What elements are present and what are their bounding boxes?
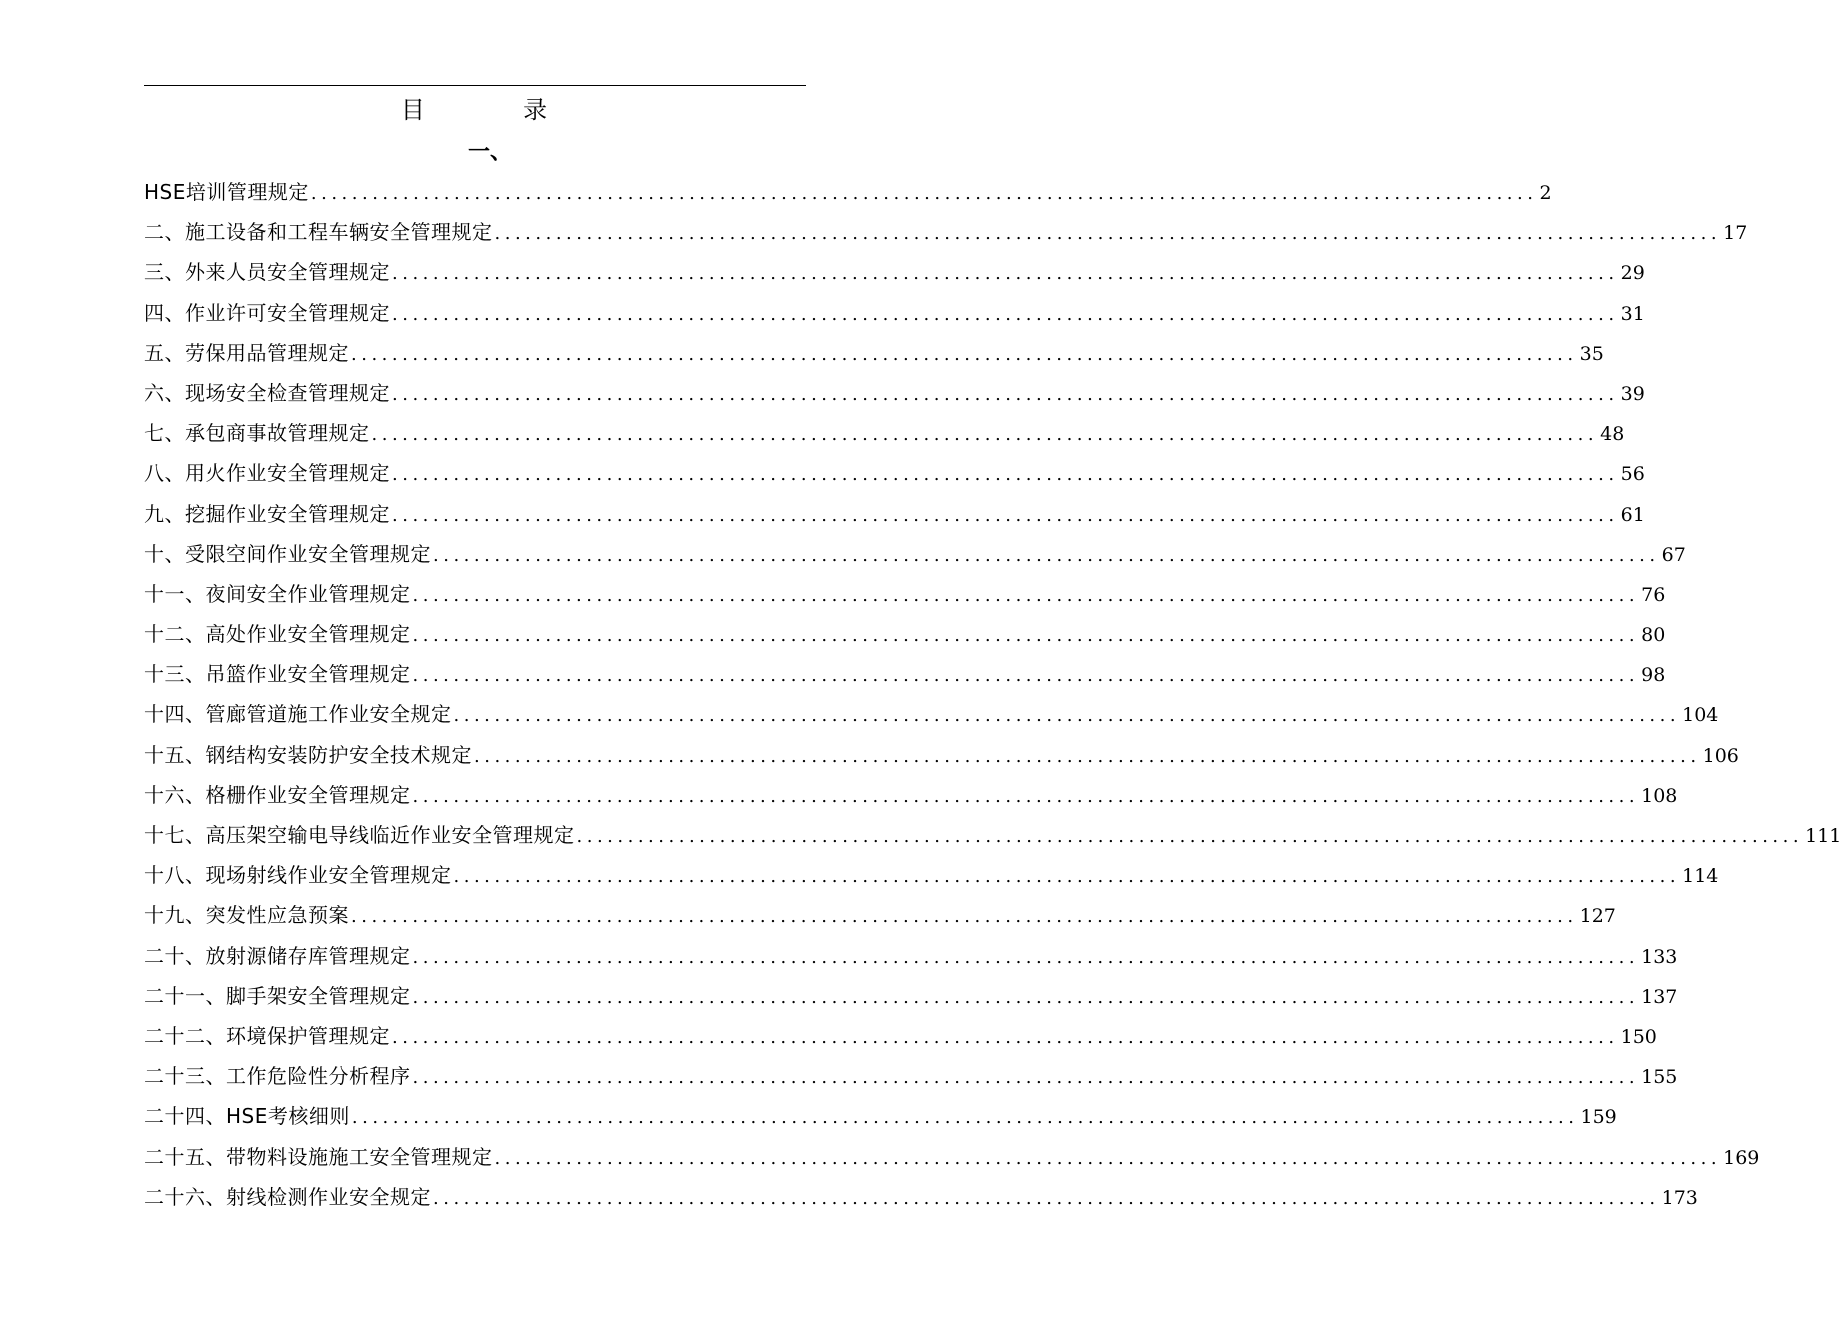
- toc-entry-label: 六、现场安全检查管理规定: [144, 380, 390, 405]
- toc-leader-dots: ........................................................................................................................: [412, 785, 1640, 807]
- toc-entry[interactable]: [144, 413, 1625, 453]
- toc-entry[interactable]: [144, 1177, 1698, 1217]
- toc-entry-label: 十、受限空间作业安全管理规定: [144, 541, 431, 566]
- toc-entry[interactable]: [144, 654, 1666, 694]
- toc-entry-label: 二、施工设备和工程车辆安全管理规定: [144, 220, 493, 245]
- toc-leader-dots: ........................................................................................................................: [494, 1147, 1722, 1169]
- toc-leader-dots: ........................................................................................................................: [474, 745, 1701, 767]
- toc-entry[interactable]: [144, 735, 1739, 775]
- toc-leader-dots: ........................................................................................................................: [412, 986, 1640, 1008]
- toc-leader-dots: ........................................................................................................................: [412, 1067, 1640, 1089]
- toc-entry-page: 106: [1702, 744, 1739, 767]
- toc-entry[interactable]: [144, 1137, 1760, 1177]
- toc-leader-dots: ........................................................................................................................: [494, 223, 1722, 245]
- toc-entry-label: 十三、吊篮作业安全管理规定: [144, 662, 411, 687]
- toc-entry[interactable]: [144, 855, 1719, 895]
- toc-entry[interactable]: [144, 614, 1666, 654]
- toc-entry-label: 二十六、射线检测作业安全规定: [144, 1184, 431, 1209]
- toc-entry-label: 十八、现场射线作业安全管理规定: [144, 863, 452, 888]
- toc-entry-page: 104: [1682, 704, 1719, 727]
- toc-leader-dots: ........................................................................................................................: [351, 906, 1578, 928]
- toc-entry[interactable]: [144, 172, 1552, 212]
- toc-entry-page: 29: [1620, 262, 1645, 285]
- toc-entry[interactable]: [144, 936, 1678, 976]
- toc-entry-label: 十六、格栅作业安全管理规定: [144, 782, 411, 807]
- toc-entry-page: 17: [1723, 222, 1748, 245]
- toc-entry-page: 127: [1579, 905, 1616, 928]
- toc-entry-page: 133: [1641, 945, 1678, 968]
- toc-leader-dots: ........................................................................................................................: [433, 544, 1660, 566]
- toc-entry-page: 61: [1620, 503, 1645, 526]
- toc-entry[interactable]: [144, 694, 1719, 734]
- toc-leader-dots: ........................................................................................................................: [412, 584, 1640, 606]
- toc-entry[interactable]: [144, 373, 1645, 413]
- toc-leader-dots: ........................................................................................................................: [433, 1187, 1660, 1209]
- toc-entry-page: 108: [1641, 784, 1678, 807]
- toc-entry-label: 十一、夜间安全作业管理规定: [144, 581, 411, 606]
- toc-entry-label: 二十五、带物料设施施工安全管理规定: [144, 1144, 493, 1169]
- toc-title: 目 录: [400, 96, 550, 124]
- toc-entry-label: 九、挖掘作业安全管理规定: [144, 501, 390, 526]
- toc-leader-dots: ........................................................................................................................: [310, 183, 1538, 204]
- toc-leader-dots: ........................................................................................................................: [412, 665, 1640, 687]
- toc-entry[interactable]: [144, 775, 1678, 815]
- toc-entry-page: 35: [1579, 342, 1604, 365]
- toc-entry[interactable]: [144, 534, 1686, 574]
- toc-entry[interactable]: [144, 453, 1645, 493]
- section-one-marker: 一、: [467, 140, 512, 165]
- toc-entry[interactable]: [144, 895, 1616, 935]
- toc-leader-dots: ........................................................................................................................: [351, 343, 1578, 365]
- toc-leader-dots: ........................................................................................................................: [392, 464, 1619, 486]
- toc-entry[interactable]: [144, 1056, 1678, 1096]
- toc-list: [144, 172, 1841, 1217]
- toc-entry-page: 169: [1723, 1146, 1760, 1169]
- toc-entry-page: 155: [1641, 1066, 1678, 1089]
- toc-entry-label: 八、用火作业安全管理规定: [144, 461, 390, 486]
- toc-entry-page: 98: [1641, 664, 1666, 687]
- toc-leader-dots: ........................................................................................................................: [412, 946, 1640, 968]
- toc-entry-page: 80: [1641, 624, 1666, 647]
- toc-entry-label: 十七、高压架空输电导线临近作业安全管理规定: [144, 823, 575, 847]
- toc-entry-page: 137: [1641, 985, 1678, 1008]
- toc-entry-label: 三、外来人员安全管理规定: [144, 260, 390, 285]
- toc-entry-label: 十五、钢结构安装防护安全技术规定: [144, 742, 472, 767]
- toc-entry-page: 31: [1620, 302, 1645, 325]
- toc-entry-page: 56: [1620, 463, 1645, 486]
- header-rule: [144, 85, 806, 86]
- toc-entry-label: 二十三、工作危险性分析程序: [144, 1064, 411, 1089]
- toc-entry-label: 五、劳保用品管理规定: [144, 340, 349, 365]
- toc-entry-page: 150: [1620, 1025, 1657, 1048]
- toc-entry[interactable]: [144, 574, 1666, 614]
- toc-entry-page: 2: [1539, 182, 1552, 204]
- toc-entry[interactable]: [144, 252, 1645, 292]
- toc-leader-dots: ........................................................................................................................: [453, 705, 1681, 727]
- toc-entry-label: HSE培训管理规定: [144, 180, 309, 204]
- toc-entry-page: 39: [1620, 382, 1645, 405]
- toc-entry-label: 十二、高处作业安全管理规定: [144, 622, 411, 647]
- toc-entry[interactable]: [144, 494, 1645, 534]
- toc-entry-page: 173: [1661, 1186, 1698, 1209]
- toc-entry[interactable]: [144, 333, 1604, 373]
- toc-leader-dots: ........................................................................................................................: [371, 424, 1599, 446]
- toc-entry[interactable]: [144, 293, 1645, 333]
- toc-entry[interactable]: [144, 1016, 1657, 1056]
- toc-leader-dots: ........................................................................................................................: [392, 504, 1619, 526]
- toc-entry-label: 四、作业许可安全管理规定: [144, 300, 390, 325]
- toc-leader-dots: ........................................................................................................................: [576, 826, 1804, 847]
- toc-entry-label: 二十二、环境保护管理规定: [144, 1023, 390, 1048]
- toc-entry-label: 十九、突发性应急预案: [144, 903, 349, 928]
- toc-entry[interactable]: [144, 976, 1678, 1016]
- toc-entry-page: 114: [1682, 865, 1719, 888]
- toc-entry-label: 二十、放射源储存库管理规定: [144, 943, 411, 968]
- toc-leader-dots: ........................................................................................................................: [392, 303, 1619, 325]
- toc-entry-label: 二十四、HSE考核细则: [144, 1104, 350, 1129]
- toc-entry-label: 二十一、脚手架安全管理规定: [144, 983, 411, 1008]
- toc-entry-label: 七、承包商事故管理规定: [144, 421, 370, 446]
- toc-entry-page: 76: [1641, 583, 1666, 606]
- toc-leader-dots: ........................................................................................................................: [392, 383, 1619, 405]
- toc-entry-page: 159: [1580, 1106, 1617, 1129]
- toc-entry[interactable]: [144, 1096, 1617, 1136]
- toc-entry-page: 111: [1805, 825, 1841, 847]
- toc-leader-dots: ........................................................................................................................: [453, 866, 1681, 888]
- toc-leader-dots: ........................................................................................................................: [392, 1026, 1619, 1048]
- toc-entry[interactable]: [144, 815, 1841, 855]
- toc-entry-page: 67: [1661, 543, 1686, 566]
- toc-entry[interactable]: [144, 212, 1748, 252]
- toc-leader-dots: ........................................................................................................................: [392, 263, 1619, 285]
- toc-entry-label: 十四、管廊管道施工作业安全规定: [144, 702, 452, 727]
- toc-leader-dots: ........................................................................................................................: [351, 1107, 1579, 1129]
- toc-entry-page: 48: [1600, 423, 1625, 446]
- toc-leader-dots: ........................................................................................................................: [412, 625, 1640, 647]
